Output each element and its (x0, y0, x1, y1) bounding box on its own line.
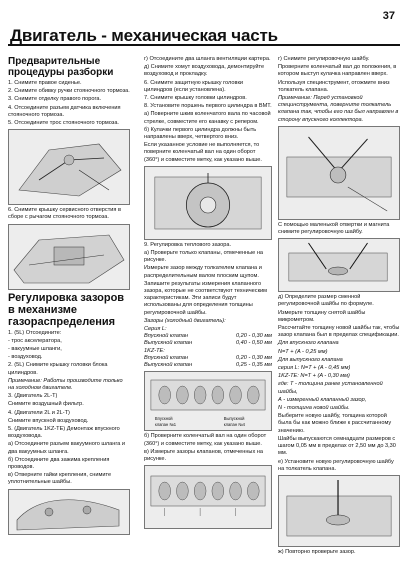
page-title: Двигатель - механическая часть (10, 26, 278, 45)
series-label: Серия L: (144, 326, 167, 333)
step-line: - трос акселератора, (8, 337, 62, 344)
step-line: а) Проверьте только клапаны, отмеченные на рисунке. (144, 250, 264, 264)
step-line: Запишите результаты измерения клапанного зазора, которые не соответствуют техническим характеристикам. Эти записи будут использованы для определения толщины регулировочной шайбы. (144, 280, 267, 316)
figure-label: клапан №4 (223, 422, 245, 428)
step-line: - вакуумные шланги, (8, 346, 62, 353)
step-line: 5. (Двигатель 1KZ-TE) Демонтаж впускного воздуховода. (8, 426, 120, 440)
step-line: б) Отсоедините два зажима крепления проводов. (8, 456, 110, 471)
step-line: ж) Повторно проверьте зазор. (278, 548, 356, 555)
legend-line: где: Т - толщина ранее установленной шайбы, (278, 381, 383, 395)
clearance-table (144, 326, 272, 369)
table-row: Выпускной клапан 0,40 - 0,50 мм (144, 340, 272, 347)
column-middle (144, 56, 272, 531)
step-line: 7. Снимите крышку головки цилиндров. (144, 95, 247, 102)
step-line: 6. Снимите защитную крышку головки цилиндров (если установлена). (144, 79, 244, 93)
step-line: г) Отсоедините два шланга вентиляции картера. (144, 56, 271, 62)
step-line: 2. Снимите обивку ручки стояночного тормоза. (8, 88, 130, 95)
step-line: б) Кулачки первого цилиндра должны быть направлены вверх, четвертого вниз. (144, 126, 257, 141)
step-line: б) Проверните коленчатый вал на один оборот (360°) и совместите метку, как указано выше. (144, 433, 267, 447)
formula-title: Для выпускного клапана (278, 356, 343, 363)
clearance-title: Зазоры (холодный двигатель): (144, 317, 226, 324)
step-line: а) Поверните шкив коленчатого вала по часовой стрелке, совместите его канавку с репером. (144, 111, 271, 125)
section-heading-valve-clearance: Регулировка зазоров в механизме газораспределения (8, 291, 125, 328)
column-right (278, 56, 400, 557)
step-line: 1. Снимите правое сиденье. (8, 80, 82, 86)
step-line: 4. Отсоедините разъем датчика включения стояночного тормоза. (8, 104, 121, 118)
step-line: 5. Отсоедините трос стояночного тормоза. (8, 120, 119, 127)
step-line: Если указанное условие не выполняется, то поверните коленчатый вал на один оборот (360°) и совместите метку, как указано выше. (144, 142, 262, 163)
page-number: 37 (382, 10, 395, 22)
note: Примечание: Работы производите только на холодном двигателе. (8, 377, 123, 392)
step-line: 6. Снимите крышку сервисного отверстия в сборе с рычагом стояночного тормоза. (8, 207, 121, 221)
figure-special-tool (278, 126, 400, 220)
step-line: Снимите воздушный фильтр. (8, 401, 84, 408)
formula: серия L: N=T + (A - 0,45 мм) (278, 365, 351, 372)
formula: 1KZ-TE: N=T + (A - 0,30 мм) (278, 373, 350, 380)
figure-label: Выпускной (223, 416, 245, 422)
step-line: 3. (Двигатель 2L-T) (8, 393, 58, 400)
column-left (8, 56, 130, 537)
table-row: Выпускной клапан 0,25 - 0,35 мм (144, 362, 272, 369)
table-row: Впускной клапан 0,20 - 0,30 мм (144, 333, 272, 340)
step-line: е) Установите новую регулировочную шайбу на толкатель клапана. (278, 458, 394, 472)
step-line: Используя специнструмент, отожмите вниз толкатель клапана. (278, 79, 390, 93)
figure-camshaft-valves (144, 371, 272, 431)
engine-label: 1KZ-TE: (144, 347, 165, 354)
step-line: д) Определите размер сменной регулировочной шайбы по формуле. (278, 294, 374, 308)
step-line: а) Отсоедините разъем вакуумного шланга и два вакуумных шланга. (8, 441, 126, 455)
step-line: Проверните коленчатый вал до положения, в котором выступ кулачка направлен вверх. (278, 64, 397, 78)
figure-caption: С помощью маленькой отвертки и магнита снимите регулировочную шайбу. (278, 221, 390, 236)
step-line: 1. (5L) Отсоедините: (8, 329, 62, 336)
step-line: Выберите новую шайбу, толщина которой была бы как можно ближе к рассчитанному значению. (278, 413, 392, 434)
figure-label: клапан №1 (154, 422, 177, 428)
step-line: Рассчитайте толщину новой шайбы так, чтобы зазор клапана был в пределах спецификации. (278, 325, 400, 339)
figure-camshaft-valves-2 (144, 465, 272, 529)
legend-line: N - толщина новой шайбы. (278, 405, 350, 412)
step-line: 8. Установите поршень первого цилиндра в ВМТ. (144, 103, 272, 110)
step-line: Измерьте зазор между толкателем клапана и распределительным валом плоским щупом. (144, 265, 262, 279)
figure-label: Впускной (154, 416, 173, 422)
step-line: г) Снимите регулировочную шайбу. (278, 56, 370, 62)
note: Примечание: Перед установкой специнструмента, поверните толкатель клапана так, чтобы его паз был направлен в сторону впускного коллектора. (278, 95, 399, 123)
step-line: 9. Регулировка теплового зазора. (144, 241, 232, 248)
step-line: Измерьте толщину снятой шайбы микрометром. (278, 309, 366, 323)
figure-parking-brake (8, 129, 130, 205)
figure-install-shim (278, 475, 400, 547)
section-heading-preliminary: Предварительные процедуры разборки (8, 56, 114, 78)
step-line: 2. (5L) Снимите крышку головки блока цилиндров. (8, 362, 108, 376)
step-line: в) Измерьте зазоры клапанов, отмеченных на рисунке. (144, 448, 263, 462)
figure-service-cover (8, 224, 130, 290)
figure-crankshaft-pulley (144, 166, 272, 240)
legend-line: А - измеренный клапанный зазор, (278, 396, 367, 403)
formula-title: Для впускного клапана (278, 340, 339, 347)
table-row: Впускной клапан 0,20 - 0,30 мм (144, 354, 272, 361)
formula: N=T + (A - 0,25 мм) (278, 348, 328, 355)
step-line: д) Снимите хомут воздуховода, демонтируйте воздуховод и прокладку. (144, 64, 265, 78)
step-line: - воздуховод. (8, 354, 43, 361)
figure-magnet-shim (278, 238, 400, 292)
figure-intake-duct (8, 489, 130, 535)
step-line: в) Отверните гайки крепления, снимите уплотнительные шайбы. (8, 472, 112, 486)
step-line: Снимите впускной воздуховод. (8, 417, 89, 424)
step-line: 4. (Двигатели 2L и 2L-T) (8, 409, 70, 416)
step-line: 3. Снимите отделку правого порога. (8, 96, 102, 103)
step-line: Шайбы выпускаются семнадцати размеров с шагом 0,05 мм в пределах от 2,50 мм до 3,30 мм. (278, 435, 396, 457)
